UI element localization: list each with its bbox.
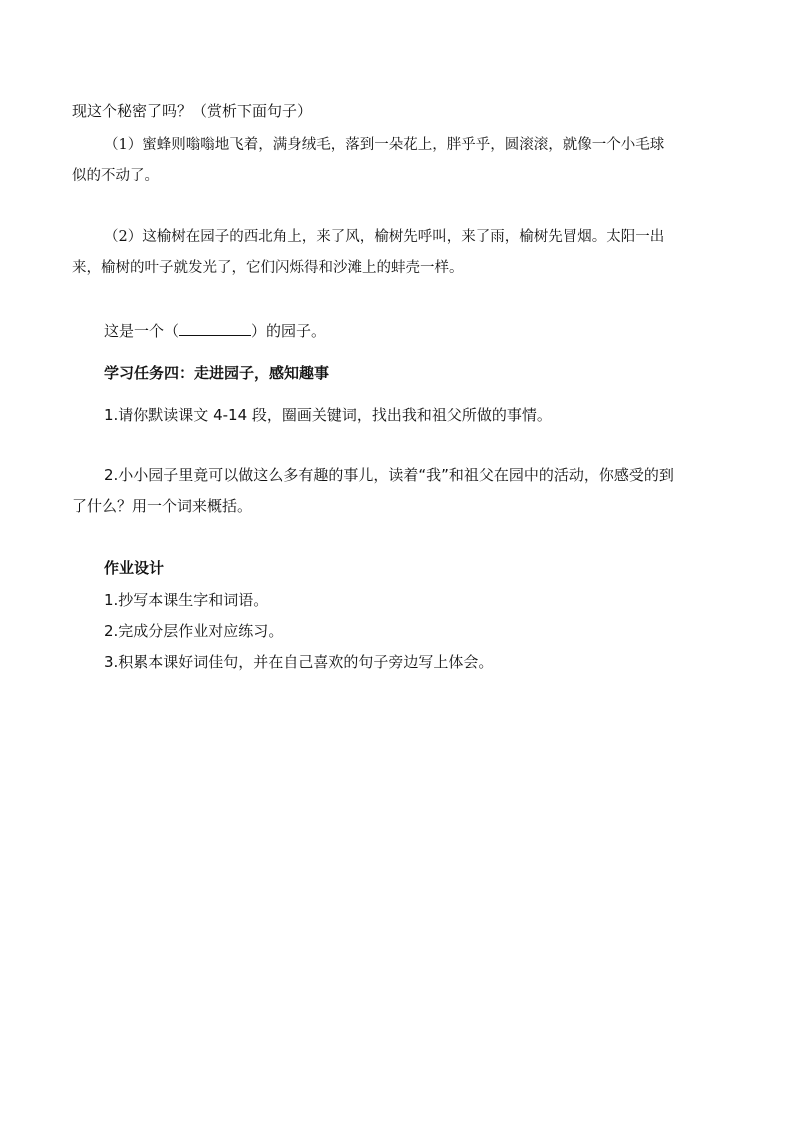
fill-in-blank-suffix: ）的园子。 (251, 322, 327, 340)
task-4-item-2-line-2: 了什么？用一个词来概括。 (72, 497, 253, 515)
fill-in-blank-prefix: 这是一个（ (104, 322, 180, 340)
homework-item-2: 2.完成分层作业对应练习。 (104, 622, 284, 640)
task-4-heading: 学习任务四：走进园子，感知趣事 (104, 364, 330, 382)
homework-item-3: 3.积累本课好词佳句，并在自己喜欢的句子旁边写上体会。 (104, 653, 494, 671)
task-4-item-2-line-1: 2.小小园子里竟可以做这么多有趣的事儿，读着“我”和祖父在园中的活动，你感受的到 (104, 466, 674, 484)
sentence-2-line-1: （2）这榆树在园子的西北角上，来了风，榆树先呼叫，来了雨，榆树先冒烟。太阳一出 (104, 229, 665, 245)
intro-question: 现这个秘密了吗？（赏析下面句子） (72, 102, 313, 120)
sentence-2-line-2: 来，榆树的叶子就发光了，它们闪烁得和沙滩上的蚌壳一样。 (72, 260, 464, 276)
fill-in-blank-sentence (104, 321, 326, 341)
sentence-1-line-2: 似的不动了。 (72, 168, 159, 184)
task-4-item-1: 1.请你默读课文 4-14 段，圈画关键词，找出我和祖父所做的事情。 (104, 406, 552, 424)
answer-blank[interactable] (179, 321, 251, 336)
homework-heading: 作业设计 (104, 559, 165, 577)
homework-item-1: 1.抄写本课生字和词语。 (104, 591, 269, 609)
sentence-1-line-1: （1）蜜蜂则嗡嗡地飞着，满身绒毛，落到一朵花上，胖乎乎，圆滚滚，就像一个小毛球 (104, 137, 665, 153)
